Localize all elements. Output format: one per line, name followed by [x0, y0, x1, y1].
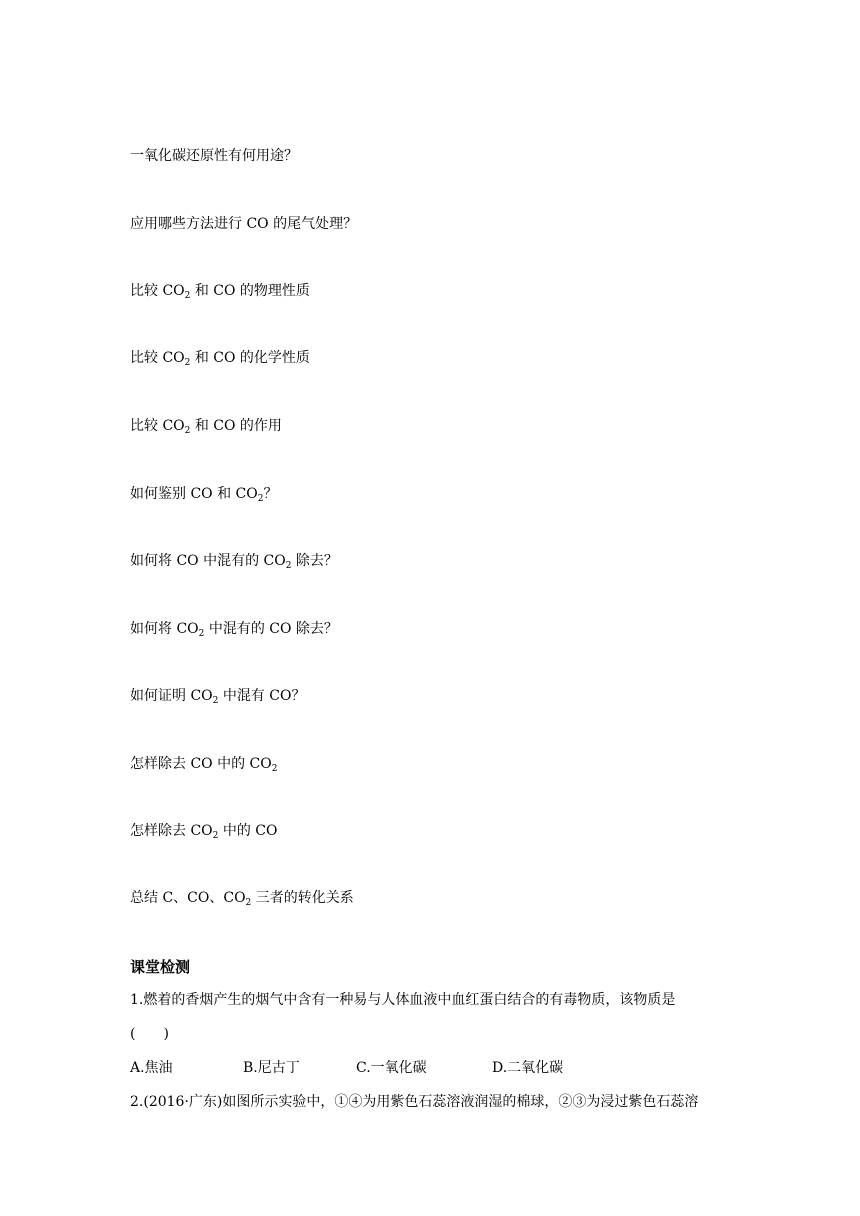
question-item [130, 686, 305, 706]
subscript: 2 [212, 696, 219, 706]
question-item [130, 754, 277, 774]
subscript: 2 [212, 831, 219, 841]
question-text: 总结 C、CO、CO [130, 890, 246, 906]
question-1-stem: 1.燃着的香烟产生的烟气中含有一种易与人体血液中血红蛋白结合的有毒物质，该物质是 [130, 992, 676, 1008]
subscript: 2 [198, 629, 205, 639]
question-text: 应用哪些方法进行 CO 的尾气处理？ [130, 216, 358, 232]
question-text: 比较 CO [130, 283, 185, 299]
question-item [130, 214, 357, 234]
question-1-options [130, 1058, 563, 1078]
question-item [130, 821, 277, 841]
question-text: 如何证明 CO [130, 688, 213, 704]
question-text: 除去？ [291, 553, 338, 569]
question-text: 和 CO 的物理性质 [190, 283, 310, 299]
question-item [130, 416, 282, 436]
question-text: 比较 CO [130, 418, 185, 434]
subscript: 2 [184, 358, 191, 368]
option-c: C.一氧化碳 [356, 1060, 427, 1076]
question-text: 三者的转化关系 [251, 890, 354, 906]
question-text: 如何将 CO [130, 621, 199, 637]
question-text: 一氧化碳还原性有何用途？ [130, 148, 298, 164]
question-item [130, 619, 338, 639]
question-text: 中混有的 CO 除去？ [204, 621, 338, 637]
question-text: 中的 CO [218, 823, 278, 839]
option-b: B.尼古丁 [243, 1060, 300, 1076]
question-text: 如何鉴别 CO 和 CO [130, 486, 258, 502]
subscript: 2 [245, 898, 252, 908]
question-item [130, 888, 354, 908]
question-text: 和 CO 的作用 [190, 418, 282, 434]
question-text: 怎样除去 CO 中的 CO [130, 756, 272, 772]
question-text: ？ [263, 486, 278, 502]
question-1-blank: ( ) [130, 1026, 169, 1042]
section-heading: 课堂检测 [130, 958, 191, 976]
question-item [130, 348, 310, 368]
option-d: D.二氧化碳 [492, 1060, 564, 1076]
subscript: 2 [184, 291, 191, 301]
option-a: A.焦油 [130, 1060, 173, 1076]
question-text: 比较 CO [130, 350, 185, 366]
subscript: 2 [257, 494, 264, 504]
question-text: 怎样除去 CO [130, 823, 213, 839]
subscript: 2 [271, 764, 278, 774]
question-2-stem: 2.(2016·广东)如图所示实验中，①④为用紫色石蕊溶液润湿的棉球，②③为浸过紫色石蕊溶 [130, 1094, 699, 1110]
question-text: 如何将 CO 中混有的 CO [130, 553, 286, 569]
question-text: 和 CO 的化学性质 [190, 350, 310, 366]
question-item [130, 551, 338, 571]
question-item [130, 281, 310, 301]
subscript: 2 [285, 561, 292, 571]
question-text: 中混有 CO？ [218, 688, 306, 704]
subscript: 2 [184, 426, 191, 436]
question-item [130, 146, 298, 166]
question-item [130, 484, 277, 504]
